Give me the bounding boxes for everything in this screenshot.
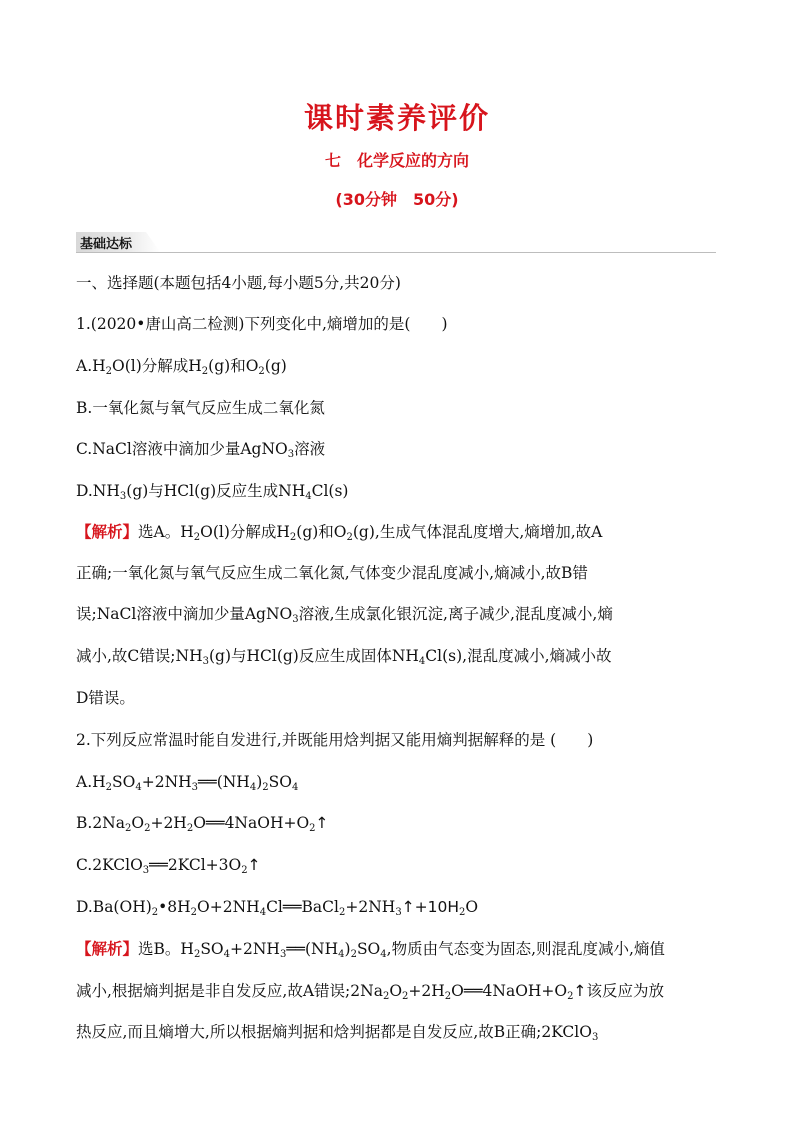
section-tag-tail <box>146 232 160 252</box>
question-2-option-d: $D.Ba(OH)_2•8H_2O+2NH_4Cl══BaCl_2+2NH_3↑+10H_2O$ <box>76 898 479 918</box>
section-tag <box>76 232 160 252</box>
question-1-option-c: C.NaCl溶液中滴加少量AgNO$_3$溶液 <box>76 440 326 460</box>
question-2-option-a: $A.H_2SO_4+2NH_3══(NH_4)_2SO_4$ <box>76 773 299 793</box>
question-1-explanation-line-1: 【解析】选A。$H_2O(l)$分解成$H_2(g)$和$O_2(g)$,生成气体混乱度增大,熵增加,故A <box>76 522 603 543</box>
question-1-stem: 1.(2020•唐山高二检测)下列变化中,熵增加的是( ) <box>76 315 448 333</box>
explanation-label: 【解析】 <box>76 522 139 541</box>
section-heading: 一、选择题(本题包括4小题,每小题5分,共20分) <box>76 274 401 292</box>
explanation-label: 【解析】 <box>76 939 139 958</box>
question-1-explanation-line-4: 减小,故C错误$;NH_3(g)$与HCl(g)反应生成固体$NH_4Cl(s)$,混乱度减小,熵减小故 <box>76 647 612 667</box>
question-1-option-b: B.一氧化氮与氧气反应生成二氧化氮 <box>76 399 325 417</box>
section-divider <box>76 252 716 253</box>
time-score-label: (30分钟 50分) <box>335 190 459 209</box>
question-2-explanation-line-3: 热反应,而且熵增大,所以根据熵判据和焓判据都是自发反应,故B正确;2KClO$_3$ <box>76 1023 599 1043</box>
question-1-option-a: $A.H_2O(l)$分解成$H_2(g)$和$O_2(g)$ <box>76 357 287 377</box>
question-1-explanation-line-3: 误;NaCl溶液中滴加少量AgNO$_3$溶液,生成氯化银沉淀,离子减少,混乱度减小,熵 <box>76 605 613 625</box>
question-1-explanation-line-2: 正确;一氧化氮与氧气反应生成二氧化氮,气体变少混乱度减小,熵减小,故B错 <box>76 564 588 582</box>
page-title: 课时素养评价 <box>303 101 490 135</box>
question-1-option-d: $D.NH_3(g)$与HCl(g)反应生成$NH_4Cl(s)$ <box>76 482 349 502</box>
section-tag-label: 基础达标 <box>80 237 133 252</box>
question-2-explanation-line-1: 【解析】选B。$H_2SO_4+2NH_3══(NH_4)_2SO_4$,物质由气态变为固态,则混乱度减小,熵值 <box>76 939 665 960</box>
question-1-explanation-line-5: D错误。 <box>76 689 135 707</box>
question-2-option-b: $B.2Na_2O_2+2H_2O══4NaOH+O_2↑$ <box>76 814 329 834</box>
question-2-explanation-line-2: 减小,根据熵判据是非自发反应,故A错误$;2Na_2O_2+2H_2O══4NaOH+O_2↑$该反应为放 <box>76 982 664 1002</box>
question-2-option-c: $C.2KClO_3══2KCl+3O_2↑$ <box>76 856 261 876</box>
lesson-subtitle: 七 化学反应的方向 <box>324 151 469 170</box>
question-2-stem: 2.下列反应常温时能自发进行,并既能用焓判据又能用熵判据解释的是 ( ) <box>76 731 594 749</box>
